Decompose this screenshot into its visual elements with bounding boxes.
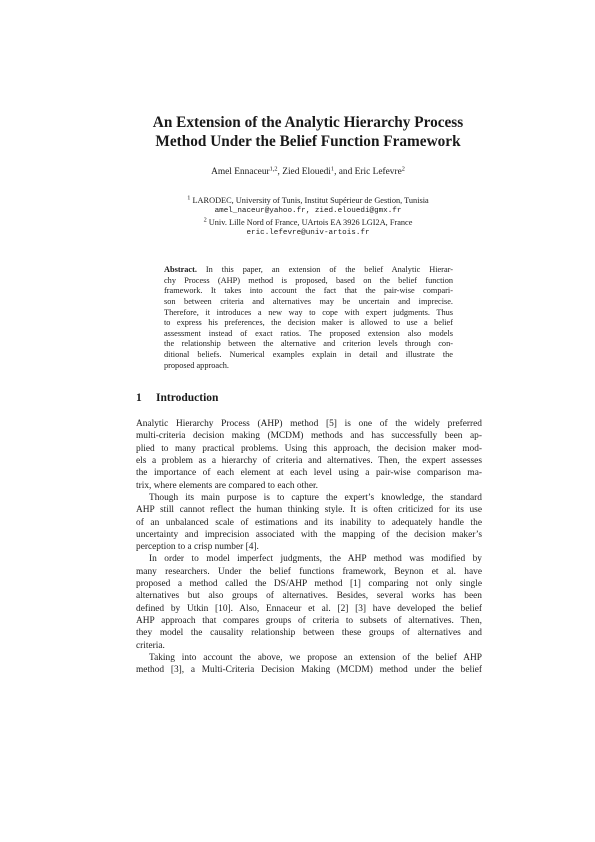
section-heading [136, 392, 218, 404]
abstract-line: assessment instead of exact ratios. The proposed extension also models [164, 328, 453, 338]
body-line: trix, where elements are compared to each other. [136, 480, 318, 491]
body-text [136, 418, 482, 677]
body-line: Analytic Hierarchy Process (AHP) method [5] is one of the widely preferred [136, 419, 482, 429]
body-line: method [3], a Multi-Criteria Decision Making (MCDM) method under the belief [136, 665, 482, 676]
body-line: Though its main purpose is to capture the expert’s knowledge, the standard [149, 492, 482, 503]
body-line: perception to a crisp number [4]. [136, 542, 259, 553]
author-name: Eric Lefevre [354, 167, 402, 177]
affiliation-2 [100, 217, 516, 228]
abstract-line: proposed approach. [164, 360, 229, 370]
abstract-line: Therefore, it introduces a new way to cope with expert judgments. Thus [164, 307, 453, 317]
paper-title [100, 113, 516, 151]
body-line: In order to model imperfect judgments, the AHP method was modified by [149, 554, 482, 565]
author-separator: , and [334, 167, 355, 177]
abstract-text: In this paper, an extension of the belief Analytic Hierar- [196, 265, 453, 274]
affiliation-mark: 2 [203, 216, 207, 224]
body-line: Taking into account the above, we propose an extension of the belief AHP [149, 652, 482, 663]
affiliation-1 [100, 195, 516, 206]
section-number: 1 [136, 392, 142, 404]
section-title: Introduction [156, 392, 219, 404]
body-line: AHP still cannot reflect the human thinking style. It is often criticized for its use [136, 505, 482, 516]
author-separator: , [277, 167, 283, 177]
abstract-line: chy Process (AHP) method is proposed, based on the belief function [164, 275, 453, 285]
abstract-line [164, 265, 453, 276]
affiliation-2-email: eric.lefevre@univ-artois.fr [246, 229, 370, 237]
author-name: Zied Elouedi [282, 167, 331, 177]
author-affiliation-mark: 1,2 [269, 165, 278, 173]
body-line: proposed a method called the DS/AHP method [1] comparing not only single [136, 579, 482, 590]
body-line: alternatives but also groups of alternatives. Besides, several works has been [136, 591, 482, 602]
abstract-line: son between criteria and alternatives may be uncertain and imprecise. [164, 296, 453, 306]
affiliation-text: LARODEC, University of Tunis, Institut Supérieur de Gestion, Tunisia [190, 196, 429, 205]
body-line: of an unbalanced scale of estimations and its inability to adequately handle the [136, 517, 482, 528]
author-name: Amel Ennaceur [211, 167, 270, 177]
author-list [100, 167, 516, 177]
abstract [164, 265, 453, 371]
affiliation-mark: 1 [187, 194, 191, 202]
author-affiliation-mark: 1 [330, 165, 335, 173]
body-line: multi-criteria decision making (MCDM) methods and has successfully been ap- [136, 431, 482, 442]
affiliation-1-emails: amel_naceur@yahoo.fr, zied.elouedi@gmx.fr [214, 207, 402, 215]
abstract-line: ditional beliefs. Numerical examples explain in detail and illustrate the [164, 350, 453, 359]
abstract-line: to express his preferences, the decision maker is allowed to use a belief [164, 318, 453, 328]
body-line: criteria. [136, 640, 165, 651]
author-affiliation-mark: 2 [401, 165, 405, 173]
body-line: they model the causality relationship between these groups of alternatives and [136, 628, 482, 639]
body-line: els a problem as a hierarchy of criteria and alternatives. Then, the expert assesses [136, 455, 482, 466]
title-line-2: Method Under the Belief Function Framework [155, 133, 461, 150]
abstract-line: the relationship between the alternative and criterion levels through con- [164, 339, 453, 349]
body-line: plied to many practical problems. Using this approach, the decision maker mod- [136, 443, 482, 454]
body-line: defined by Utkin [10]. Also, Ennaceur et al. [2] [3] have developed the belief [136, 603, 482, 614]
abstract-label: Abstract. [164, 265, 197, 274]
title-line-1: An Extension of the Analytic Hierarchy Process [152, 114, 464, 131]
affiliation-text: Univ. Lille Nord of France, UArtois EA 3926 LGI2A, France [206, 218, 413, 227]
abstract-line: framework. It takes into account the fact that the pair-wise compari- [164, 286, 453, 296]
body-line: uncertainty and imprecision associated with the mapping of the decision maker’s [136, 529, 482, 540]
body-line: AHP approach that compares groups of criteria to subsets of alternatives. Then, [136, 616, 482, 626]
body-line: the importance of each element at each level using a pair-wise comparison ma- [136, 468, 482, 479]
body-line: many researchers. Under the belief functions framework, Beynon et al. have [136, 566, 482, 577]
affiliations [100, 195, 516, 239]
